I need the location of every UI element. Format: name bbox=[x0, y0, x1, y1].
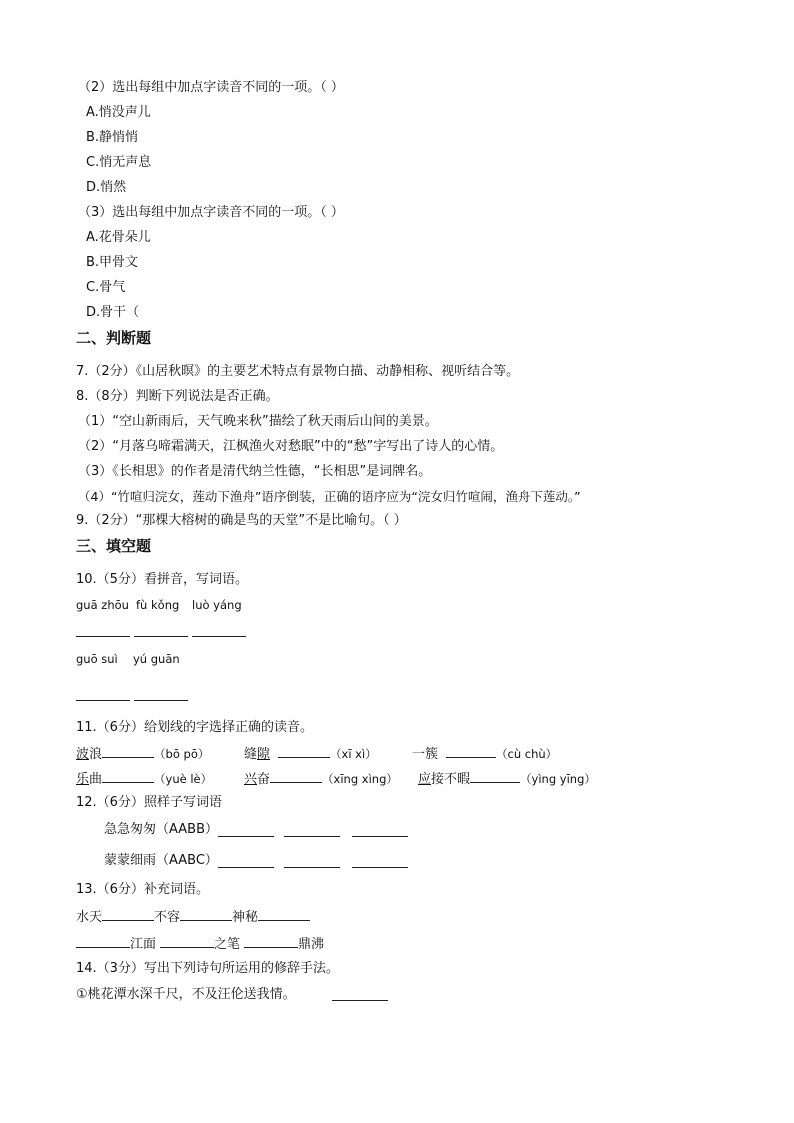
answer-blank[interactable] bbox=[180, 908, 232, 921]
pinyin-options: （yuè lè） bbox=[154, 772, 213, 786]
reading-item bbox=[76, 770, 212, 788]
reading-word-pre: 一簇 bbox=[412, 747, 439, 762]
question-11-stem: 11.（6分）给划线的字选择正确的读音。 bbox=[76, 720, 313, 735]
idiom-row bbox=[76, 935, 324, 953]
question-14-item: ①桃花潭水深千尺，不及汪伦送我情。 bbox=[76, 987, 296, 1002]
reading-word-post: 接不暇 bbox=[431, 772, 471, 787]
underlined-char: 乐 bbox=[76, 772, 90, 787]
question-13-stem: 13.（6分）补充词语。 bbox=[76, 882, 209, 897]
section-title-fill: 三、填空题 bbox=[76, 537, 152, 555]
pinyin-options: （xīng xìng） bbox=[322, 772, 398, 786]
answer-blank[interactable] bbox=[284, 836, 340, 837]
idiom-prefix: 水天 bbox=[76, 910, 103, 925]
option-b: B.静悄悄 bbox=[86, 130, 139, 145]
reading-item bbox=[412, 745, 557, 763]
option-d: D.悄然 bbox=[86, 180, 127, 195]
reading-item bbox=[244, 745, 377, 763]
option-d: D.骨干（ bbox=[86, 305, 140, 320]
option-c: C.骨气 bbox=[86, 280, 126, 295]
answer-blank[interactable] bbox=[218, 836, 274, 837]
answer-blank[interactable] bbox=[352, 867, 408, 868]
answer-blank[interactable] bbox=[102, 908, 154, 921]
question-6-3-stem: （3）选出每组中加点字读音不同的一项。（ ） bbox=[78, 205, 344, 220]
question-6-2-stem: （2）选出每组中加点字读音不同的一项。（ ） bbox=[78, 80, 344, 95]
option-b: B.甲骨文 bbox=[86, 255, 139, 270]
answer-blank[interactable] bbox=[102, 745, 154, 758]
underlined-char: 隙 bbox=[257, 747, 271, 762]
answer-blank[interactable] bbox=[160, 935, 214, 948]
underlined-char: 波 bbox=[76, 747, 90, 762]
option-a: A.悄没声儿 bbox=[86, 105, 151, 120]
question-14-stem: 14.（3分）写出下列诗句所运用的修辞手法。 bbox=[76, 961, 339, 976]
answer-blank[interactable] bbox=[352, 836, 408, 837]
idiom-suffix: 鼎沸 bbox=[298, 937, 325, 952]
answer-blank[interactable] bbox=[218, 867, 274, 868]
option-c: C.悄无声息 bbox=[86, 155, 152, 170]
pinyin-prompt: luò yáng bbox=[192, 598, 242, 612]
idiom-prefix: 不容 bbox=[154, 910, 181, 925]
answer-blank[interactable] bbox=[332, 1000, 388, 1001]
pinyin-prompt: yú guān bbox=[133, 652, 180, 666]
answer-blank[interactable] bbox=[134, 636, 188, 637]
idiom-suffix: 江面 bbox=[130, 937, 157, 952]
example-word-aabc: 蒙蒙细雨（AABC） bbox=[104, 853, 218, 868]
idiom-prefix: 神秘 bbox=[232, 910, 259, 925]
idiom-suffix: 之笔 bbox=[214, 937, 241, 952]
answer-blank[interactable] bbox=[258, 908, 310, 921]
pinyin-prompt: guā zhōu bbox=[76, 598, 129, 612]
answer-blank[interactable] bbox=[76, 700, 130, 701]
example-word-aabb: 急急匆匆（AABB） bbox=[104, 822, 218, 837]
option-a: A.花骨朵儿 bbox=[86, 230, 151, 245]
question-8-item: （3）《长相思》的作者是清代纳兰性德，“长相思”是词牌名。 bbox=[78, 464, 432, 479]
question-8-stem: 8.（8分）判断下列说法是否正确。 bbox=[76, 389, 279, 404]
answer-blank[interactable] bbox=[102, 770, 154, 783]
answer-blank[interactable] bbox=[446, 745, 496, 758]
answer-blank[interactable] bbox=[284, 867, 340, 868]
question-8-item: （2）“月落乌啼霜满天，江枫渔火对愁眠”中的“愁”字写出了诗人的心情。 bbox=[78, 439, 504, 454]
pinyin-prompt: fù kǒng bbox=[136, 598, 180, 612]
question-8-item: （4）“竹喧归浣女，莲动下渔舟”语序倒装，正确的语序应为“浣女归竹喧闹，渔舟下莲动。” bbox=[78, 489, 581, 504]
answer-blank[interactable] bbox=[192, 636, 246, 637]
reading-item bbox=[76, 745, 209, 763]
pinyin-options: （bō pō） bbox=[154, 747, 210, 761]
pinyin-options: （xī xì） bbox=[330, 747, 377, 761]
question-9: 9.（2分）“那棵大榕树的确是鸟的天堂”不是比喻句。（ ） bbox=[76, 513, 407, 528]
answer-blank[interactable] bbox=[470, 770, 520, 783]
idiom-row bbox=[76, 908, 310, 926]
answer-blank[interactable] bbox=[278, 745, 330, 758]
question-8-item: （1）“空山新雨后，天气晚来秋”描绘了秋天雨后山间的美景。 bbox=[78, 414, 438, 429]
answer-blank[interactable] bbox=[134, 700, 188, 701]
reading-word-post: 曲 bbox=[89, 772, 103, 787]
reading-word-post: 浪 bbox=[89, 747, 103, 762]
reading-item bbox=[418, 770, 596, 788]
underlined-char: 应 bbox=[418, 772, 432, 787]
underlined-char: 兴 bbox=[244, 772, 258, 787]
section-title-judgement: 二、判断题 bbox=[76, 329, 152, 347]
answer-blank[interactable] bbox=[270, 770, 322, 783]
answer-blank[interactable] bbox=[244, 935, 298, 948]
question-12-stem: 12.（6分）照样子写词语 bbox=[76, 795, 222, 810]
pinyin-options: （yìng yīng） bbox=[520, 772, 596, 786]
reading-word-pre: 缝 bbox=[244, 747, 258, 762]
pinyin-prompt: guō suì bbox=[76, 652, 118, 666]
question-7: 7.（2分）《山居秋暝》的主要艺术特点有景物白描、动静相称、视听结合等。 bbox=[76, 364, 520, 379]
pinyin-options: （cù chù） bbox=[496, 747, 558, 761]
answer-blank[interactable] bbox=[76, 935, 130, 948]
reading-item bbox=[244, 770, 398, 788]
reading-word-post: 奋 bbox=[257, 772, 271, 787]
question-10-stem: 10.（5分）看拼音，写词语。 bbox=[76, 572, 248, 587]
answer-blank[interactable] bbox=[76, 636, 130, 637]
